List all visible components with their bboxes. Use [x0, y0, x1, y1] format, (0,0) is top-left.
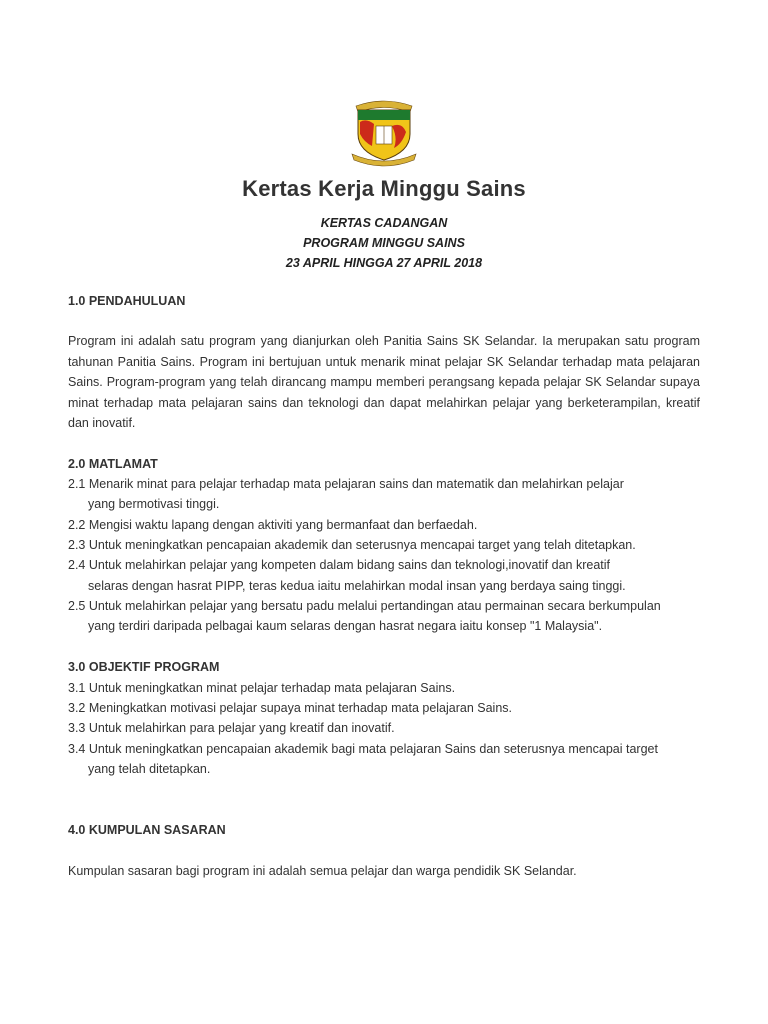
- section-heading-objectives: 3.0 OBJEKTIF PROGRAM: [68, 660, 220, 674]
- section-target-paragraph: Kumpulan sasaran bagi program ini adalah semua pelajar dan warga pendidik SK Selandar.: [68, 864, 577, 878]
- subtitle-dates: 23 APRIL HINGGA 27 APRIL 2018: [285, 256, 483, 270]
- objective-item-continued: yang telah ditetapkan.: [88, 762, 211, 776]
- aim-item-continued: yang terdiri daripada pelbagai kaum selaras dengan hasrat negara iaitu konsep "1 Malaysia".: [88, 619, 603, 633]
- aim-item: 2.4 Untuk melahirkan pelajar yang kompeten dalam bidang sains dan teknologi,inovatif dan kreatif: [68, 558, 610, 572]
- objective-item: 3.4 Untuk meningkatkan pencapaian akademik bagi mata pelajaran Sains dan seterusnya mencapai target: [68, 742, 658, 756]
- aim-item-continued: yang bermotivasi tinggi.: [88, 497, 220, 511]
- aim-item: 2.5 Untuk melahirkan pelajar yang bersatu padu melalui pertandingan atau permainan secara berkumpulan: [68, 599, 661, 613]
- subtitle-program: PROGRAM MINGGU SAINS: [303, 236, 465, 250]
- section-intro-paragraph: Program ini adalah satu program yang dianjurkan oleh Panitia Sains SK Selandar. Ia merupakan satu program tahunan Panitia Sains. Program ini bertujuan untuk menarik minat pelajar SK Selandar terhadap mata pelajaran Sains. Program-program yang telah dirancang mampu memberi perangsang kepada pelajar SK Selandar supaya minat terhadap mata pelajaran sains dan teknologi dan dapat melahirkan pelajar yang berketerampilan, kreatif dan inovatif.: [68, 334, 700, 430]
- school-crest-logo: [342, 96, 426, 168]
- aim-item: 2.1 Menarik minat para pelajar terhadap mata pelajaran sains dan matematik dan melahirkan pelajar: [68, 477, 624, 491]
- aim-item-continued: selaras dengan hasrat PIPP, teras kedua iaitu melahirkan modal insan yang berdaya saing tinggi.: [88, 579, 626, 593]
- objective-item: 3.2 Meningkatkan motivasi pelajar supaya minat terhadap mata pelajaran Sains.: [68, 701, 513, 715]
- document-title: Kertas Kerja Minggu Sains: [242, 176, 526, 201]
- section-heading-intro: 1.0 PENDAHULUAN: [68, 294, 186, 308]
- objective-item: 3.1 Untuk meningkatkan minat pelajar terhadap mata pelajaran Sains.: [68, 681, 456, 695]
- aim-item: 2.2 Mengisi waktu lapang dengan aktiviti yang bermanfaat dan berfaedah.: [68, 518, 478, 532]
- subtitle-proposal: KERTAS CADANGAN: [320, 216, 448, 230]
- objective-item: 3.3 Untuk melahirkan para pelajar yang kreatif dan inovatif.: [68, 721, 395, 735]
- section-heading-target: 4.0 KUMPULAN SASARAN: [68, 823, 226, 837]
- aim-item: 2.3 Untuk meningkatkan pencapaian akademik dan seterusnya mencapai target yang telah ditetapkan.: [68, 538, 636, 552]
- section-heading-aim: 2.0 MATLAMAT: [68, 457, 158, 471]
